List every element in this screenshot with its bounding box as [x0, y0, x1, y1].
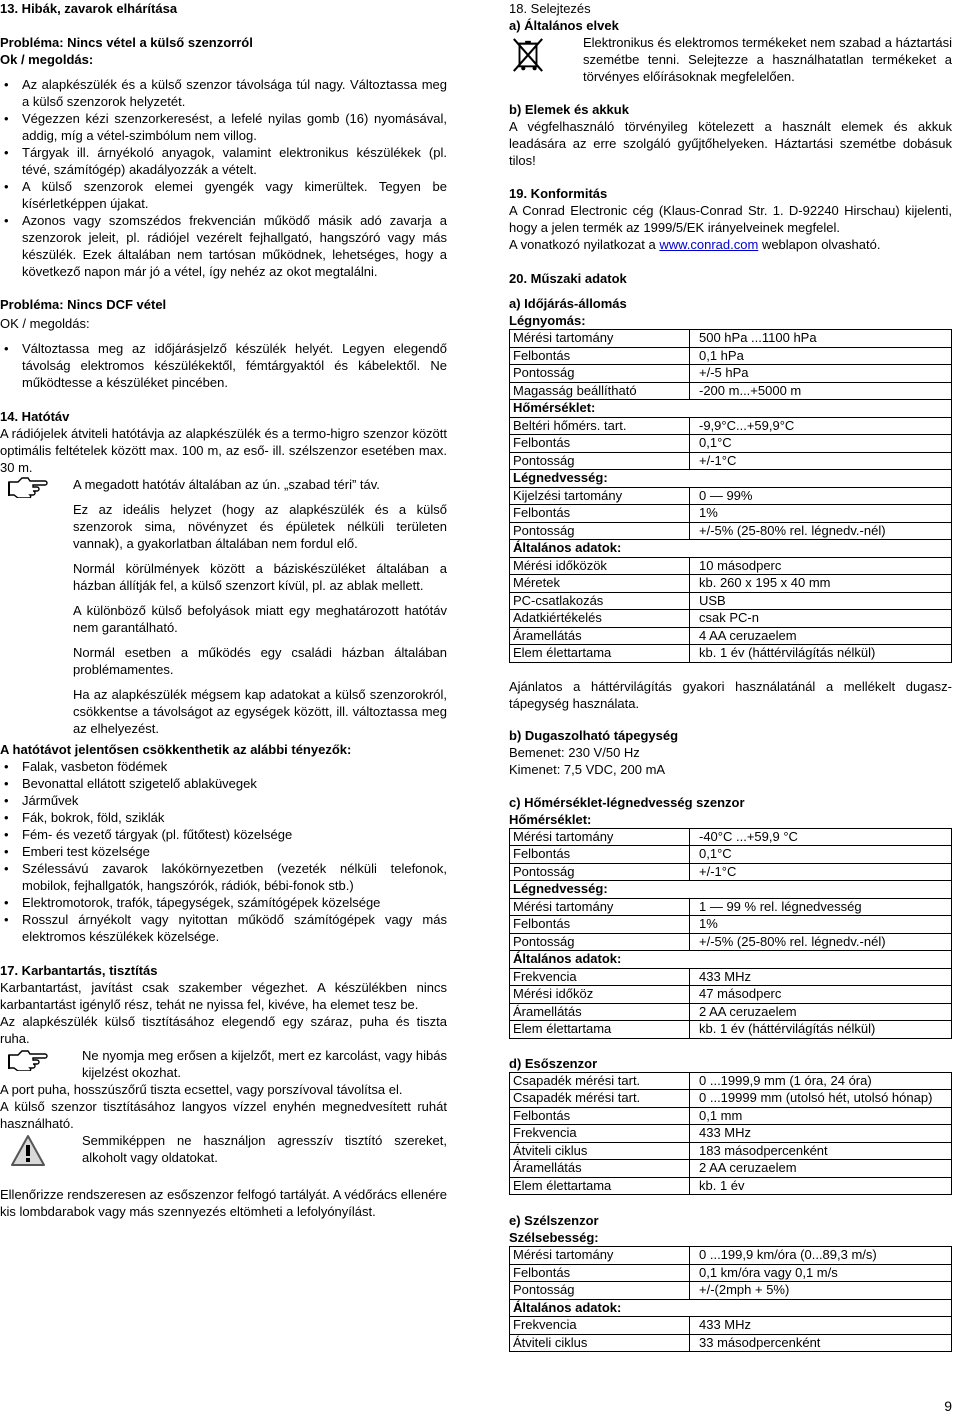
section-20c-title: c) Hőmérséklet-légnedvesség szenzor [509, 794, 745, 810]
table-row [510, 1125, 952, 1143]
table-row [510, 417, 952, 435]
spec-value: 1% [690, 916, 952, 934]
section-13-title: 13. Hibák, zavarok elhárítása [0, 1, 178, 16]
table-row [510, 505, 952, 523]
table-row [510, 365, 952, 383]
range-para: Normál esetben a működés egy családi házban általában problémamentes. [73, 645, 447, 677]
list-item: • Szélessávú zavarok lakókörnyezetben (vezeték nélküli telefonok, mobilok, fejhallgatók, hangszórók, rádiók, bébi-fonok stb.) [0, 860, 447, 894]
table-row [510, 382, 952, 400]
table-row [510, 1160, 952, 1178]
section-20-title: 20. Műszaki adatok [509, 271, 627, 286]
table-row [510, 347, 952, 365]
warning-icon [10, 1134, 46, 1168]
spec-label: Felbontás [510, 1264, 690, 1282]
table-group-heading: Légnedvesség: [510, 470, 952, 488]
section-18-title: 18. Selejtezés [509, 1, 591, 16]
right-column [509, 0, 952, 1352]
spec-table-rain [509, 1072, 952, 1196]
disposal-text: Elektronikus és elektromos termékeket nem szabad a háztartási szemétbe tenni. Selejtezze a használhatatlan termékeket a törvényes előírásoknak megfelelően. [583, 35, 952, 84]
spec-value: kb. 1 év [690, 1177, 952, 1195]
list-item: • Falak, vasbeton födémek [0, 758, 447, 775]
table-row [510, 627, 952, 645]
spec-value: 0,1 km/óra vagy 0,1 m/s [690, 1264, 952, 1282]
spec-label: Beltéri hőmérs. tart. [510, 417, 690, 435]
table-row [510, 1317, 952, 1335]
spec-value: 2 AA ceruzaelem [690, 1160, 952, 1178]
table-row [510, 968, 952, 986]
spec-label: Pontosság [510, 863, 690, 881]
spec-value: 500 hPa ...1100 hPa [690, 330, 952, 348]
section-18a-title: a) Általános elvek [509, 18, 619, 33]
table-group-heading: Légnedvesség: [510, 881, 952, 899]
spec-value: 0 ...19999 mm (utolsó hét, utolsó hónap) [690, 1090, 952, 1108]
table-row [510, 1142, 952, 1160]
problem-1-list [0, 76, 447, 280]
table-row [510, 863, 952, 881]
spec-label: Mérési időköz [510, 986, 690, 1004]
table-row [510, 487, 952, 505]
table-row [510, 1264, 952, 1282]
left-column [0, 0, 447, 1220]
section-20a-title: a) Időjárás-állomás [509, 296, 627, 311]
spec-label: Adatkiértékelés [510, 610, 690, 628]
spec-value: -9,9°C...+59,9°C [690, 417, 952, 435]
list-item: • Fém- és vezető tárgyak (pl. fűtőtest) közelsége [0, 826, 447, 843]
spec-label: Elem élettartama [510, 1021, 690, 1039]
maintenance-para: A külső szenzor tisztításához langyos vízzel enyhén megnedvesített ruhát használható. [0, 1099, 447, 1131]
spec-value: 183 másodpercenként [690, 1142, 952, 1160]
spec-label: Mérési tartomány [510, 330, 690, 348]
spec-label: Felbontás [510, 505, 690, 523]
table-row [510, 452, 952, 470]
table-row [510, 400, 952, 418]
list-item: • Emberi test közelsége [0, 843, 447, 860]
spec-value: 2 AA ceruzaelem [690, 1003, 952, 1021]
table-row [510, 986, 952, 1004]
table-row [510, 916, 952, 934]
table-row [510, 1003, 952, 1021]
table-row [510, 898, 952, 916]
spec-value: 433 MHz [690, 1125, 952, 1143]
problem-1-title: Probléma: Nincs vétel a külső szenzorról [0, 35, 253, 50]
spec-label: Áramellátás [510, 1003, 690, 1021]
factors-list [0, 758, 447, 945]
spec-label: Kijelzési tartomány [510, 487, 690, 505]
spec-label: Frekvencia [510, 968, 690, 986]
psu-output: Kimenet: 7,5 VDC, 200 mA [509, 761, 666, 777]
problem-2-ok: OK / megoldás: [0, 316, 90, 331]
section-19-title: 19. Konformitás [509, 186, 608, 201]
list-item: • Az alapkészülék és a külső szenzor távolsága túl nagy. Változtassa meg a külső szenzorok helyzetét. [0, 76, 447, 110]
cleaner-warning [0, 1132, 447, 1166]
range-note-text: A megadott hatótáv általában az ún. „szabad téri” táv. [73, 477, 380, 492]
spec-value: 0 ...199,9 km/óra (0...89,3 m/s) [690, 1247, 952, 1265]
section-20a-sub: Légnyomás: [509, 313, 586, 328]
section-20e-title: e) Szélszenzor [509, 1213, 599, 1228]
spec-label: Áramellátás [510, 1160, 690, 1178]
list-item: • Bevonattal ellátott szigetelő ablaküvegek [0, 775, 447, 792]
table-row [510, 522, 952, 540]
table-row [510, 1247, 952, 1265]
factors-title: A hatótávot jelentősen csökkenthetik az alábbi tényezők: [0, 742, 352, 757]
spec-table-wind [509, 1246, 952, 1352]
maintenance-para: Karbantartást, javítást csak szakember végezhet. A készülékben nincs karbantartást igénylő rész, tehát ne nyissa fel, kivéve, ha elemet tesz be. [0, 980, 447, 1012]
spec-label: Felbontás [510, 435, 690, 453]
spec-label: Méretek [510, 575, 690, 593]
spec-value: 1% [690, 505, 952, 523]
spec-label: Magasság beállítható [510, 382, 690, 400]
weee-bin-icon [511, 36, 545, 74]
spec-value: 4 AA ceruzaelem [690, 627, 952, 645]
spec-value: +/-(2mph + 5%) [690, 1282, 952, 1300]
spec-label: Frekvencia [510, 1125, 690, 1143]
table-row [510, 1177, 952, 1195]
range-para: Normál körülmények között a báziskészüléket általában a házban állítják fel, a külső szenzort kívül, pl. az ablak mellett. [73, 561, 447, 593]
maintenance-para: Ellenőrizze rendszeresen az esőszenzor felfogó tartályát. A védőrács ellenére kis lombdarabok vagy más szennyezés eltömheti a lefolyónyílást. [0, 1187, 447, 1219]
spec-label: Frekvencia [510, 1317, 690, 1335]
table-row [510, 557, 952, 575]
list-item: • Fák, bokrok, föld, sziklák [0, 809, 447, 826]
maintenance-para: A port puha, hosszúszőrű tiszta ecsettel, vagy porszívoval távolítsa el. [0, 1082, 403, 1097]
spec-table-thermo [509, 828, 952, 1039]
spec-value: 33 másodpercenként [690, 1334, 952, 1352]
section-17-title: 17. Karbantartás, tisztítás [0, 963, 158, 978]
display-note-text: Ne nyomja meg erősen a kijelzőt, mert ez karcolást, vagy hibás kijelzést okozhat. [82, 1048, 447, 1080]
spec-value: 433 MHz [690, 1317, 952, 1335]
list-item: • Végezzen kézi szenzorkeresést, a lefelé nyilas gomb (16) nyomásával, addig, míg a vétel-szimbólum nem villog. [0, 110, 447, 144]
list-item: • A külső szenzorok elemei gyengék vagy kimerültek. Tegyen be kísérletképpen újakat. [0, 178, 447, 212]
spec-label: Csapadék mérési tart. [510, 1072, 690, 1090]
table-row [510, 881, 952, 899]
spec-label: Elem élettartama [510, 1177, 690, 1195]
list-item: • Tárgyak ill. árnyékoló anyagok, valamint elektronikus készülékek (pl. tévé, számítógép) akadályozzák a vételt. [0, 144, 447, 178]
list-item: • Változtassa meg az időjárásjelző készülék helyét. Legyen elegendő távolság elektromos készülékektől, fémtárgyaktól és kábelektől. Ne működtesse a készüléket pincében. [0, 340, 447, 391]
spec-label: Felbontás [510, 347, 690, 365]
section-20c-sub: Hőmérséklet: [509, 811, 592, 827]
table-group-heading: Általános adatok: [510, 540, 952, 558]
spec-label: Átviteli ciklus [510, 1334, 690, 1352]
spec-label: Csapadék mérési tart. [510, 1090, 690, 1108]
conrad-link[interactable]: www.conrad.com [659, 237, 759, 252]
list-item: • Járművek [0, 792, 447, 809]
psu-input: Bemenet: 230 V/50 Hz [509, 744, 640, 760]
table-group-heading: Általános adatok: [510, 951, 952, 969]
range-para: Ha az alapkészülék mégsem kap adatokat a külső szenzorokról, csökkentse a távolságot az egységek között, ill. változtassa meg az elhelyezést. [73, 687, 447, 736]
conformity-text: A Conrad Electronic cég (Klaus-Conrad Str. 1. D-92240 Hirschau) kijelenti, hogy a jelen termék az 1999/5/EK irányelveinek megfelel. [509, 203, 952, 235]
spec-label: Mérési tartomány [510, 1247, 690, 1265]
table-row [510, 435, 952, 453]
spec-value: -200 m...+5000 m [690, 382, 952, 400]
spec-label: Áramellátás [510, 627, 690, 645]
table-row [510, 1107, 952, 1125]
table-row [510, 846, 952, 864]
table-row [510, 1282, 952, 1300]
spec-value: csak PC-n [690, 610, 952, 628]
spec-label: Pontosság [510, 365, 690, 383]
spec-value: +/-5 hPa [690, 365, 952, 383]
table-group-heading: Általános adatok: [510, 1299, 952, 1317]
spec-value: +/-1°C [690, 452, 952, 470]
problem-1-ok: Ok / megoldás: [0, 52, 94, 67]
spec-label: Mérési tartomány [510, 828, 690, 846]
table-row [510, 951, 952, 969]
section-20e-sub: Szélsebesség: [509, 1230, 599, 1245]
spec-value: kb. 260 x 195 x 40 mm [690, 575, 952, 593]
cleaner-warning-text: Semmiképpen ne használjon agresszív tisztító szereket, alkoholt vagy oldatokat. [82, 1133, 447, 1165]
spec-value: kb. 1 év (háttérvilágítás nélkül) [690, 1021, 952, 1039]
spec-label: Átviteli ciklus [510, 1142, 690, 1160]
spec-value: 1 — 99 % rel. légnedvesség [690, 898, 952, 916]
spec-value: kb. 1 év (háttérvilágítás nélkül) [690, 645, 952, 663]
spec-value: 10 másodperc [690, 557, 952, 575]
spec-value: 0,1°C [690, 846, 952, 864]
table-row [510, 1090, 952, 1108]
table-row [510, 592, 952, 610]
table-row [510, 1021, 952, 1039]
spec-value: 0,1°C [690, 435, 952, 453]
range-para: Ez az ideális helyzet (hogy az alapkészülék és a külső szenzorok sima, növényzet és épületek nélküli területen vannak), a gyakorlatban általában nem fordul elő. [73, 502, 447, 551]
spec-value: 0 — 99% [690, 487, 952, 505]
spec-label: Pontosság [510, 933, 690, 951]
display-note [0, 1047, 447, 1081]
spec-label: Felbontás [510, 1107, 690, 1125]
section-14-title: 14. Hatótáv [0, 409, 70, 424]
table-row [510, 540, 952, 558]
table-row [510, 575, 952, 593]
spec-label: PC-csatlakozás [510, 592, 690, 610]
section-20d-title: d) Esőszenzor [509, 1055, 598, 1071]
conformity-text-2: A vonatkozó nyilatkozat a www.conrad.com weblapon olvasható. [509, 237, 881, 252]
table-row [510, 1334, 952, 1352]
pointing-hand-icon [8, 476, 48, 498]
section-20b-title: b) Dugaszolható tápegység [509, 727, 679, 743]
table-group-heading: Hőmérséklet: [510, 400, 952, 418]
list-item: • Rosszul árnyékolt vagy nyitottan működő számítógépek vagy más elektromos készülékek közelsége. [0, 911, 447, 945]
maintenance-para: Az alapkészülék külső tisztításához elegendő egy száraz, puha és tiszta ruha. [0, 1014, 447, 1046]
spec-label: Felbontás [510, 916, 690, 934]
spec-value: 0,1 hPa [690, 347, 952, 365]
spec-label: Pontosság [510, 1282, 690, 1300]
station-note: Ajánlatos a háttérvilágítás gyakori használatánál a mellékelt dugasz-tápegység használata. [509, 678, 952, 711]
range-note [0, 476, 447, 493]
spec-value: -40°C ...+59,9 °C [690, 828, 952, 846]
table-row [510, 470, 952, 488]
section-14-intro: A rádiójelek átviteli hatótávja az alapkészülék és a termo-higro szenzor között optimális feltételek között max. 100 m, az eső- ill. szélszenzor esetében max. 30 m. [0, 426, 447, 475]
spec-table-station [509, 329, 952, 663]
spec-label: Felbontás [510, 846, 690, 864]
disposal-block [509, 34, 952, 85]
problem-2-list [0, 340, 447, 391]
list-item: • Elektromotorok, trafók, tápegységek, számítógépek közelsége [0, 894, 447, 911]
table-row [510, 610, 952, 628]
spec-value: USB [690, 592, 952, 610]
page-number: 9 [944, 1398, 952, 1414]
problem-2-title: Probléma: Nincs DCF vétel [0, 297, 167, 312]
section-18b-title: b) Elemek és akkuk [509, 102, 629, 117]
spec-label: Pontosság [510, 452, 690, 470]
list-item: • Azonos vagy szomszédos frekvencián működő másik adó zavarja a szenzorok jeleit, pl. rádiójel vezérelt fejhallgató, hangszóró vagy más készülék. Ezek általában nem tartósan működnek, lehetséges, hogy a következő napon már jó a vétel, így nehéz az okot megtalálni. [0, 212, 447, 280]
spec-label: Elem élettartama [510, 645, 690, 663]
spec-value: +/-5% (25-80% rel. légnedv.-nél) [690, 522, 952, 540]
spec-value: 0,1 mm [690, 1107, 952, 1125]
spec-value: 47 másodperc [690, 986, 952, 1004]
range-para: A különböző külső befolyások miatt egy meghatározott hatótáv nem garantálható. [73, 603, 447, 635]
table-row [510, 933, 952, 951]
table-row [510, 828, 952, 846]
spec-value: +/-1°C [690, 863, 952, 881]
spec-value: 0 ...1999,9 mm (1 óra, 24 óra) [690, 1072, 952, 1090]
table-row [510, 645, 952, 663]
spec-label: Mérési tartomány [510, 898, 690, 916]
spec-label: Pontosság [510, 522, 690, 540]
table-row [510, 1072, 952, 1090]
table-row [510, 1299, 952, 1317]
pointing-hand-icon [8, 1049, 48, 1071]
table-row [510, 330, 952, 348]
spec-label: Mérési időközök [510, 557, 690, 575]
batteries-text: A végfelhasználó törvényileg kötelezett a használt elemek és akkuk leadására az erre szolgáló gyűjtőhelyeken. Háztartási szemétbe dobásuk tilos! [509, 119, 952, 168]
spec-value: +/-5% (25-80% rel. légnedv.-nél) [690, 933, 952, 951]
spec-value: 433 MHz [690, 968, 952, 986]
